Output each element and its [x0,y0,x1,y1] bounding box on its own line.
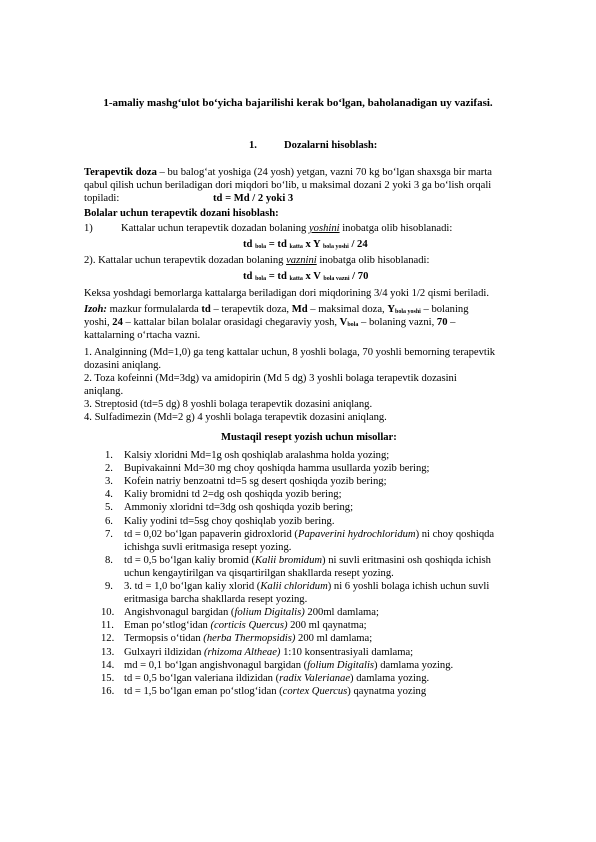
recipe-text: ichishga suvli eritmasiga resept yozing. [124,541,292,553]
recipe-number: 14. [101,659,115,671]
recipe-text: Kaliy yodini td=5sg choy qoshiqlab yozib bering. [124,515,335,527]
definition-line-3: topiladi: [84,193,120,204]
recipe-text: Kofein natriy benzoatni td=5 sg desert qoshiqda yozib bering; [124,476,387,488]
item-1-text: Kattalar uchun terapevtik dozadan bolaning yoshini inobatga olib hisoblanadi: [121,223,453,234]
item-2-text: 2). Kattalar uchun terapevtik dozadan bolaning vaznini inobatga olib hisoblanadi: [84,255,430,266]
recipe-number: 11. [101,620,114,632]
task-line: 4. Sulfadimezin (Md=2 g) 4 yoshli bolaga terapevtik dozasini aniqlang. [84,412,387,423]
recipe-number: 12. [101,633,115,645]
recipe-text: eritmasiga barcha shakllarda resept yozing. [124,594,308,606]
children-heading: Bolalar uchun terapevtik dozani hisoblash: [84,208,279,219]
recipe-number: 7. [105,528,113,540]
section-number: 1. [249,140,257,151]
recipe-number: 5. [105,502,113,514]
task-line: 2. Toza kofeinni (Md=3dg) va amidopirin (Md 5 dg) 3 yoshli bolaga terapevtik dozasini [84,373,457,384]
task-line: 1. Analginning (Md=1,0) ga teng kattalar uchun, 8 yoshli bolaga, 70 yoshli bemorning terapevtik [84,347,496,358]
item-1-number: 1) [84,223,93,234]
recipe-text: td = 0,5 bo‘lgan kaliy bromid (Kalii bromidum) ni suvli eritmasini osh qoshiqda ichish [124,554,491,566]
recipe-number: 4. [105,489,113,501]
formula-weight: td $_{bola}$ = td $_{katta}$ x V $_{bola vazni}$ / 70 [243,271,369,282]
term-therapeutic-dose: Terapevtik doza [84,167,157,178]
recipe-text: td = 1,5 bo‘lgan eman po‘stlog‘idan (cortex Quercus) qaynatma yozing [124,685,427,697]
recipe-text: Eman po‘stlog‘idan (corticis Quercus) 200 ml qaynatma; [124,620,367,632]
elderly-note: Keksa yoshdagi bemorlarga kattalarga beriladigan dori miqdorining 3/4 yoki 1/2 qismi beriladi. [84,288,490,299]
page-title: 1-amaliy mashg‘ulot bo‘yicha bajarilishi kerak bo‘lgan, baholanadigan uy vazifasi. [103,97,493,109]
formula-md: td = Md / 2 yoki 3 [213,193,294,204]
formula-age: td $_{bola}$ = td $_{katta}$ x Y $_{bola yoshi}$ / 24 [243,239,368,250]
recipe-text: Gulxayri ildizidan (rhizoma Altheae) 1:10 konsentrasiyali damlama; [124,646,414,658]
task-line: aniqlang. [84,386,124,397]
definition-line-2: qabul qilish uchun beriladigan dori miqdori bo‘lib, u maksimal dozani 2 yoki 3 ga bo‘lish orqali [84,180,492,191]
recipe-text: Ammoniy xloridni td=3dg osh qoshiqda yozib bering; [124,502,354,514]
recipe-text: Kaliy bromidni td 2=dg osh qoshiqda yozib bering; [124,489,342,501]
recipe-number: 8. [105,554,113,566]
recipe-number: 1. [105,450,113,461]
definition-line-1 [84,166,492,179]
recipe-text: td = 0,5 bo‘lgan valeriana ildizidan (radix Valerianae) damlama yozing. [124,672,430,684]
recipe-text: Kalsiy xloridni Md=1g osh qoshiqlab aralashma holda yozing; [124,450,390,461]
recipe-text: Bupivakainni Md=30 mg choy qoshiqda hamma usullarda yozib bering; [124,463,430,475]
recipe-number: 3. [105,476,113,488]
recipe-text: Termopsis o‘tidan (herba Thermopsidis) 200 ml damlama; [124,633,373,645]
recipe-number: 9. [105,581,113,592]
recipe-text: td = 0,02 bo‘lgan papaverin gidroxlorid (Papaverini hydrochloridum) ni choy qoshiqda [124,528,495,540]
definition-text: – bu balog‘at yoshiga (24 yosh) yetgan, vazni 70 kg bo‘lgan shaxsga bir marta [156,167,492,178]
recipe-number: 2. [105,463,113,475]
recipe-number: 10. [101,607,115,619]
recipe-number: 15. [101,672,115,684]
note-line-1: Izoh: mazkur formulalarda td – terapevtik doza, Md – maksimal doza, $Y_{bola yoshi}$ – bolaning [84,304,469,315]
recipe-number: 16. [101,685,115,697]
recipes-heading: Mustaqil resept yozish uchun misollar: [221,432,397,443]
note-line-2: yoshi, 24 – kattalar bilan bolalar orasidagi chegaraviy yosh, $V_{bola}$ – bolaning vazni, 70 – [84,317,456,328]
section-heading: Dozalarni hisoblash: [284,140,378,151]
recipe-text: uchun kengaytirilgan va qisqartirilgan shakllarda resept yozing. [124,567,394,579]
note-line-3: kattalarning o‘rtacha vazni. [84,330,201,341]
recipe-number: 13. [101,646,115,658]
recipe-number: 6. [105,515,113,527]
task-line: dozasini aniqlang. [84,360,162,371]
task-line: 3. Streptosid (td=5 dg) 8 yoshli bolaga terapevtik dozasini aniqlang. [84,399,373,410]
recipe-text: 3. td = 1,0 bo‘lgan kaliy xlorid (Kalii chloridum) ni 6 yoshli bolaga ichish uchun suvli [124,581,490,592]
recipe-text: Angishvonagul bargidan (folium Digitalis) 200ml damlama; [124,607,379,619]
recipe-text: md = 0,1 bo‘lgan angishvonagul bargidan (folium Digitalis) damlama yozing. [124,659,454,671]
